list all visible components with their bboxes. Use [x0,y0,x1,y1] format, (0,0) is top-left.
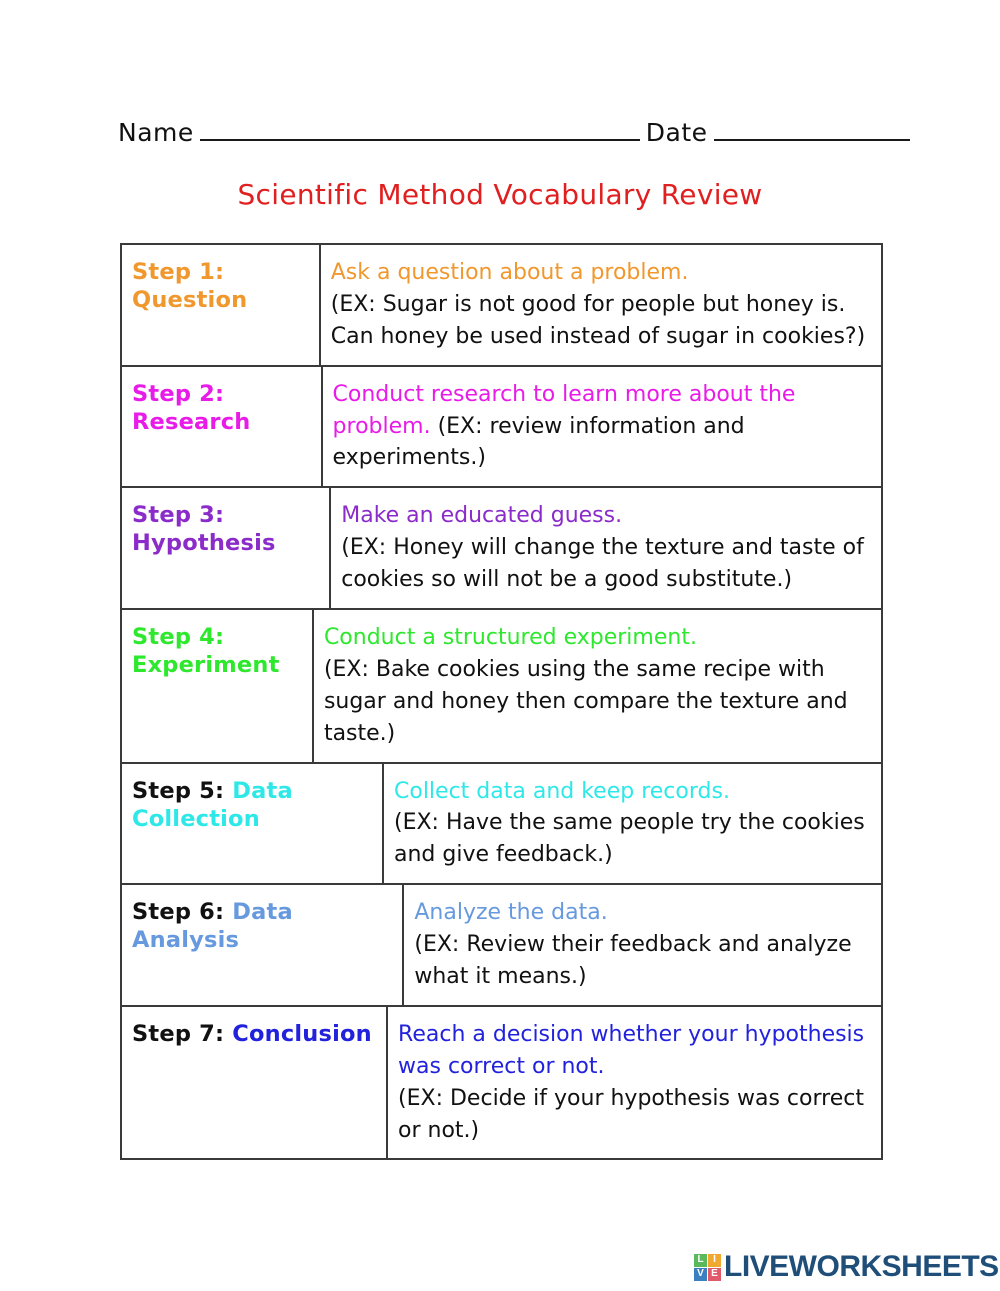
step-number-label: Step 7: [132,1020,225,1047]
table-row [122,488,881,610]
definition-example-text: (EX: review information and experiments.) [332,413,745,471]
logo-tile-i: I [708,1254,721,1267]
definition-text: Reach a decision whether your hypothesis was correct or not. [398,1021,865,1079]
definition-example-text: (EX: Bake cookies using the same recipe with sugar and honey then compare the texture and taste.) [323,656,848,746]
step-definition-cell [331,488,881,608]
step-term-label: Hypothesis [132,530,276,557]
definition-example-text: (EX: Review their feedback and analyze what it means.) [414,932,852,990]
step-definition-cell [388,1007,881,1159]
definition-example-text: (EX: Decide if your hypothesis was correct or not.) [398,1085,864,1143]
step-number-label: Step 2: [132,380,225,407]
table-row [122,610,881,764]
definition-text: Ask a question about a problem. [330,260,689,285]
step-term-label: Question [132,287,248,314]
step-number-label: Step 6: [132,899,225,926]
name-date-header [118,118,883,152]
step-term-cell [122,1007,388,1159]
definition-text: Make an educated guess. [341,503,623,529]
definition-text: Collect data and keep records. [394,778,730,804]
date-write-line[interactable] [714,119,910,141]
step-term-cell [122,885,404,1005]
liveworksheets-tiles-icon [694,1254,721,1281]
step-term-label: Conclusion [232,1020,372,1047]
date-label: Date [645,118,708,147]
vocabulary-table [120,243,883,1160]
liveworksheets-logo [694,1248,999,1286]
name-write-line[interactable] [200,119,640,141]
logo-tile-e: E [708,1268,721,1281]
table-row [122,245,881,367]
step-term-label: Data Analysis [132,899,293,954]
step-number-label: Step 5: [132,777,225,804]
step-term-cell [122,488,331,608]
table-row [122,367,881,489]
step-definition-cell [384,764,881,884]
step-number-label: Step 4: [132,624,225,651]
step-number-label: Step 3: [132,502,225,529]
definition-text: Conduct research to learn more about the problem. [332,381,796,439]
step-definition-cell [323,367,881,487]
step-definition-cell [321,245,881,365]
step-term-cell [122,610,314,762]
step-definition-cell [314,610,881,762]
definition-example-text: (EX: Have the same people try the cookies and give feedback.) [394,810,865,868]
step-term-cell [122,367,323,487]
step-term-cell [122,764,384,884]
page-title: Scientific Method Vocabulary Review [237,178,763,211]
step-term-label: Data Collection [132,777,293,832]
step-number-label: Step 1: [132,259,225,285]
step-term-cell [122,245,321,365]
table-row [122,1007,881,1159]
step-term-label: Experiment [132,652,280,679]
liveworksheets-wordmark: LIVEWORKSHEETS [724,1250,999,1283]
definition-example-text: (EX: Honey will change the texture and taste of cookies so will not be a good substitute.) [341,535,864,593]
table-row [122,764,881,886]
definition-text: Conduct a structured experiment. [323,625,697,651]
step-term-label: Research [132,408,251,435]
table-row [122,885,881,1007]
step-definition-cell [404,885,881,1005]
logo-tile-l: L [694,1254,707,1267]
definition-text: Analyze the data. [414,900,608,926]
name-label: Name [118,118,194,147]
logo-tile-v: V [694,1268,707,1281]
definition-example-text: (EX: Sugar is not good for people but honey is. Can honey be used instead of sugar in cookies?) [330,291,866,349]
